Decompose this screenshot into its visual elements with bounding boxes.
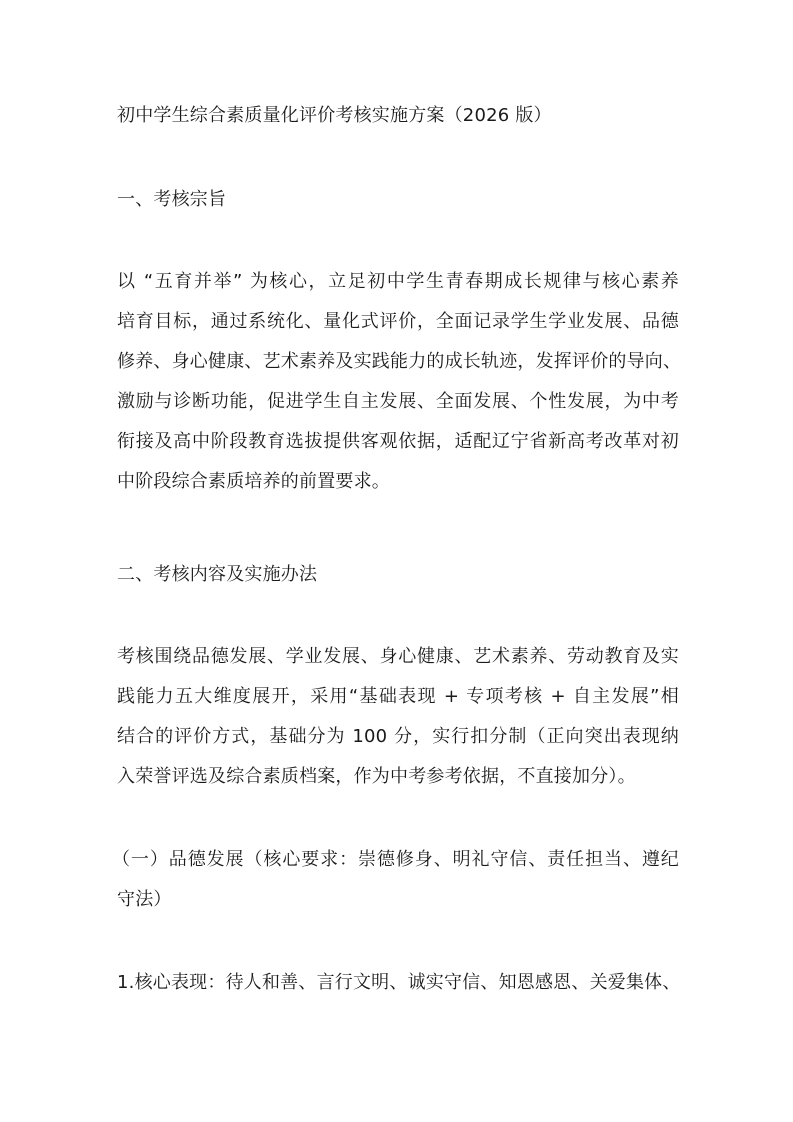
subsection-heading-line: 守法） (117, 889, 172, 910)
paragraph-line: 入荣誉评选及综合素质档案，作为中考参考依据，不直接加分）。 (117, 766, 636, 787)
document-title: 初中学生综合素质量化评价考核实施方案（2026 版） (117, 105, 552, 126)
subsection-heading-line: （一）品德发展（核心要求：崇德修身、明礼守信、责任担当、遵纪 (112, 849, 679, 870)
paragraph-line: 激励与诊断功能，促进学生自主发展、全面发展、个性发展，为中考 (117, 391, 679, 412)
paragraph-line: 以 “五育并举” 为核心，立足初中学生青春期成长规律与核心素养 (117, 271, 679, 292)
paragraph-line: 考核围绕品德发展、学业发展、身心健康、艺术素养、劳动教育及实 (117, 646, 679, 667)
paragraph-line: 修养、身心健康、艺术素养及实践能力的成长轨迹，发挥评价的导向、 (117, 351, 682, 372)
paragraph-line: 结合的评价方式，基础分为 100 分，实行扣分制（正向突出表现纳 (117, 726, 679, 747)
section-heading-purpose: 一、考核宗旨 (117, 189, 227, 210)
section-heading-content: 二、考核内容及实施办法 (117, 564, 318, 585)
paragraph-line: 衔接及高中阶段教育选拔提供客观依据，适配辽宁省新高考改革对初 (117, 431, 679, 452)
paragraph-line: 培育目标，通过系统化、量化式评价，全面记录学生学业发展、品德 (117, 311, 679, 332)
paragraph-line: 践能力五大维度展开，采用“基础表现 + 专项考核 + 自主发展”相 (117, 686, 679, 707)
paragraph-line: 中阶段综合素质培养的前置要求。 (117, 471, 390, 492)
item-line: 1.核心表现：待人和善、言行文明、诚实守信、知恩感恩、关爱集体、 (117, 972, 681, 993)
